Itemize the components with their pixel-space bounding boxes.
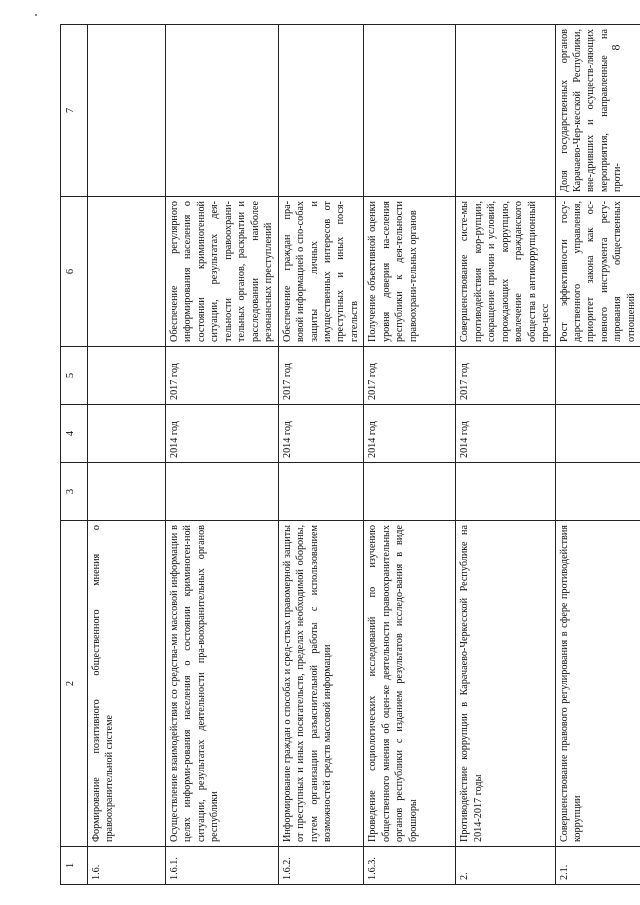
column-header: 2 <box>61 521 88 847</box>
measure-text: Информирование граждан о способах и сред-ствах правомерной защиты от преступных и иных посягательств, пределах необходимой обороны, путем организации разъяснительной работы с использованием возможностей средств массовой информации <box>278 521 364 847</box>
executor-cell <box>166 463 279 521</box>
table-row <box>88 25 166 885</box>
expected-result: Рост эффективности госу-дарственного управления, приоритет закона как ос-новного инструмента регу-лирования общественных отношений <box>555 197 640 347</box>
row-number: 1.6.2. <box>278 847 364 885</box>
expected-result: Обеспечение регулярного информирования населения о состоянии криминогенной ситуации, результатах дея-тельности правоохрани-тельных органов, раскрытии и расследовании наиболее резонансных преступлений <box>166 197 279 347</box>
row-number: 2.1. <box>555 847 640 885</box>
table-row <box>555 25 640 885</box>
expected-result: Обеспечение граждан пра-вовой информацией о спо-собах защиты личных и имущественных интересов от преступных и иных пося-гательств <box>278 197 364 347</box>
start-year: 2014 год <box>166 405 279 463</box>
measure-text: Осуществление взаимодействия со средства-ми массовой информации в целях информи-рования населения о состоянии криминоген-ной ситуации, результатах деятельности пра-воохранительных органов республики <box>166 521 279 847</box>
start-year <box>88 405 166 463</box>
executor-cell <box>364 463 456 521</box>
executor-cell <box>456 463 555 521</box>
scan-speck <box>35 14 37 16</box>
end-year: 2017 год <box>364 347 456 405</box>
measure-text: Формирование позитивного общественного мнения о правоохранительной системе <box>88 521 166 847</box>
table-row <box>456 25 555 885</box>
end-year: 2017 год <box>278 347 364 405</box>
row-number: 1.6.3. <box>364 847 456 885</box>
end-year: 2017 год <box>456 347 555 405</box>
executor-cell <box>278 463 364 521</box>
measure-text: Проведение социологических исследований по изучению общественного мнения об оцен-ке деятельности правоохранительных органов республики с изданием результатов исследо-вания в виде брошюры <box>364 521 456 847</box>
indicator-cell <box>166 25 279 197</box>
start-year: 2014 год <box>364 405 456 463</box>
column-header: 5 <box>61 347 88 405</box>
page-number: 8 <box>608 44 623 51</box>
start-year: 2014 год <box>456 405 555 463</box>
column-header: 3 <box>61 463 88 521</box>
row-number: 1.6.1. <box>166 847 279 885</box>
column-header: 6 <box>61 197 88 347</box>
end-year: 2017 год <box>166 347 279 405</box>
executor-cell <box>88 463 166 521</box>
column-number-header-row <box>61 25 88 885</box>
expected-result <box>88 197 166 347</box>
column-header: 1 <box>61 847 88 885</box>
indicator-cell <box>278 25 364 197</box>
row-number: 2. <box>456 847 555 885</box>
column-header: 4 <box>61 405 88 463</box>
end-year <box>555 347 640 405</box>
indicator-cell <box>364 25 456 197</box>
column-header: 7 <box>61 25 88 197</box>
indicator-cell <box>88 25 166 197</box>
executor-cell <box>555 463 640 521</box>
end-year <box>88 347 166 405</box>
measure-text: Противодействие коррупции в Карачаево-Черкесской Республике на 2014-2017 годы <box>456 521 555 847</box>
rotated-table-area <box>60 25 637 885</box>
table-row <box>278 25 364 885</box>
start-year: 2014 год <box>278 405 364 463</box>
table-row <box>364 25 456 885</box>
table-row <box>166 25 279 885</box>
expected-result: Получение объективной оценки уровня доверия на-селения республики к дея-тельности правоохрани-тельных органов <box>364 197 456 347</box>
program-measures-table <box>60 24 640 885</box>
measure-text: Совершенствование правового регулирования в сфере противодействия коррупции <box>555 521 640 847</box>
indicator-cell <box>456 25 555 197</box>
start-year <box>555 405 640 463</box>
indicator-cell: Доля государственных органов Карачаево-Чер-кесской Республики, вне-дривших и осуществ-ляющих мероприятия, направленные на проти- <box>555 25 640 197</box>
expected-result: Совершенствование систе-мы противодействия кор-рупции, сокращение причин и условий, порождающих коррупцию, вовлечение гражданского общества в антикоррупционный про-цесс <box>456 197 555 347</box>
row-number: 1.6. <box>88 847 166 885</box>
